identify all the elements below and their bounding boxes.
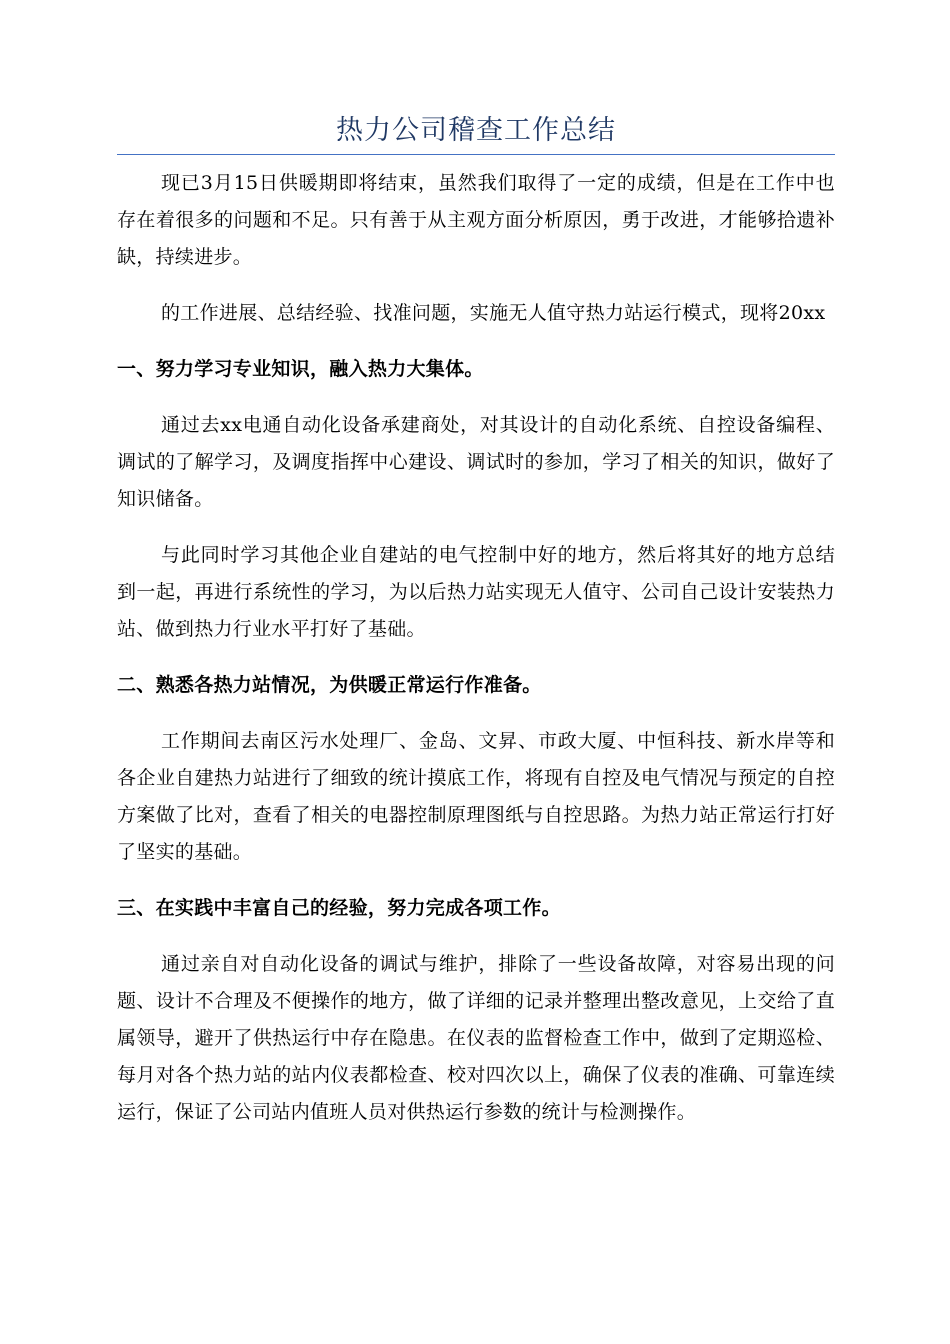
title-underline [117, 154, 835, 155]
document-body [117, 165, 835, 1150]
section-paragraph: 通过去xx电通自动化设备承建商处，对其设计的自动化系统、自控设备编程、调试的了解学习，及调度指挥中心建设、调试时的参加，学习了相关的知识，做好了知识储备。 [117, 414, 835, 510]
section-heading: 一、努力学习专业知识，融入热力大集体。 [117, 358, 484, 380]
section-heading: 三、在实践中丰富自己的经验，努力完成各项工作。 [117, 897, 561, 919]
intro-paragraph: 现已3月15日供暖期即将结束，虽然我们取得了一定的成绩，但是在工作中也存在着很多的问题和不足。只有善于从主观方面分析原因，勇于改进，才能够拾遗补缺，持续进步。 [117, 172, 835, 268]
intro-paragraph: 的工作进展、总结经验、找准问题，实施无人值守热力站运行模式，现将20xx [161, 302, 826, 324]
section-3 [117, 890, 835, 1131]
section-paragraph: 与此同时学习其他企业自建站的电气控制中好的地方，然后将其好的地方总结到一起，再进行系统性的学习，为以后热力站实现无人值守、公司自己设计安装热力站、做到热力行业水平打好了基础。 [117, 544, 835, 640]
section-paragraph: 通过亲自对自动化设备的调试与维护，排除了一些设备故障，对容易出现的问题、设计不合理及不便操作的地方，做了详细的记录并整理出整改意见，上交给了直属领导，避开了供热运行中存在隐患。在仪表的监督检查工作中，做到了定期巡检、每月对各个热力站的站内仪表都检查、校对四次以上，确保了仪表的准确、可靠连续运行，保证了公司站内值班人员对供热运行参数的统计与检测操作。 [117, 953, 835, 1123]
section-1 [117, 351, 835, 648]
document-title: 热力公司稽查工作总结 [336, 115, 616, 146]
section-2 [117, 667, 835, 871]
section-paragraph: 工作期间去南区污水处理厂、金岛、文昇、市政大厦、中恒科技、新水岸等和各企业自建热力站进行了细致的统计摸底工作，将现有自控及电气情况与预定的自控方案做了比对，查看了相关的电器控制原理图纸与自控思路。为热力站正常运行打好了坚实的基础。 [117, 730, 835, 863]
section-heading: 二、熟悉各热力站情况，为供暖正常运行作准备。 [117, 674, 542, 696]
